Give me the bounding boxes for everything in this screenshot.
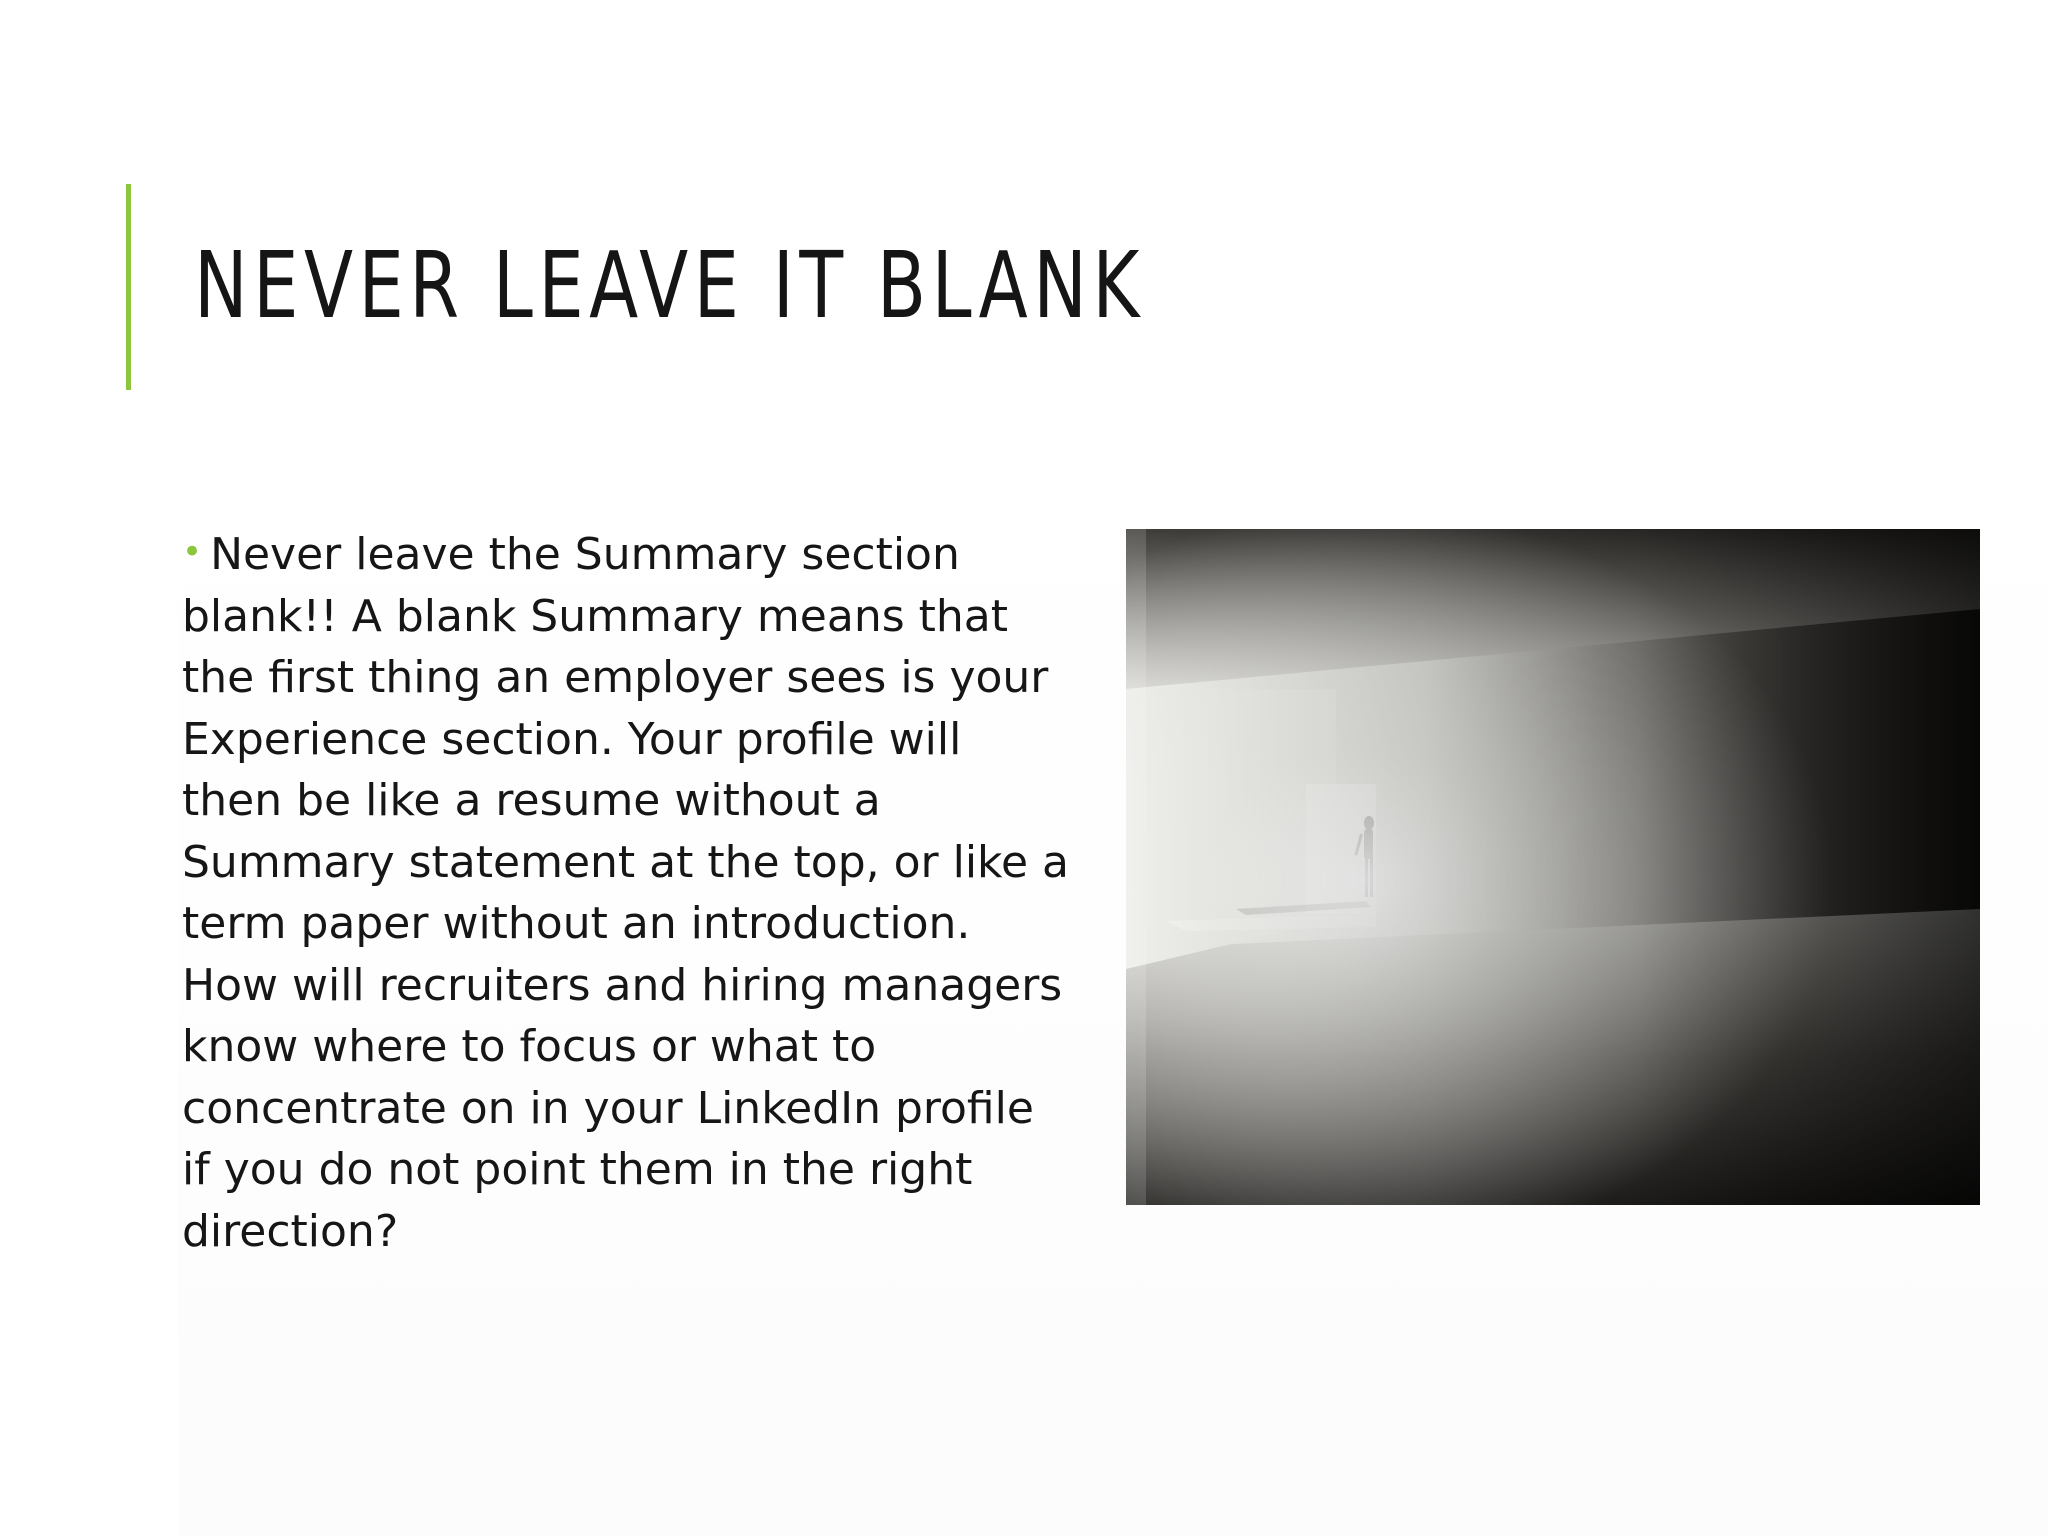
figure-in-doorway-photo [1126, 529, 1980, 1205]
bullet-text: Never leave the Summary section blank!! A blank Summary means that the first thing an employer sees is your Experience section. Your profile will then be like a resume without a Summary statement at the top, or like a term paper without an introduction. How will recruiters and hiring managers know where to focus or what to concentrate on in your LinkedIn profile if you do not point them in the right direction? [182, 529, 1069, 1257]
slide-title: NEVER LEAVE IT BLANK [194, 232, 1145, 339]
bullet-paragraph [182, 522, 1072, 1262]
title-accent-bar [126, 184, 131, 390]
bullet-dot-icon: • [182, 532, 203, 572]
photo-illustration [1126, 529, 1980, 1205]
